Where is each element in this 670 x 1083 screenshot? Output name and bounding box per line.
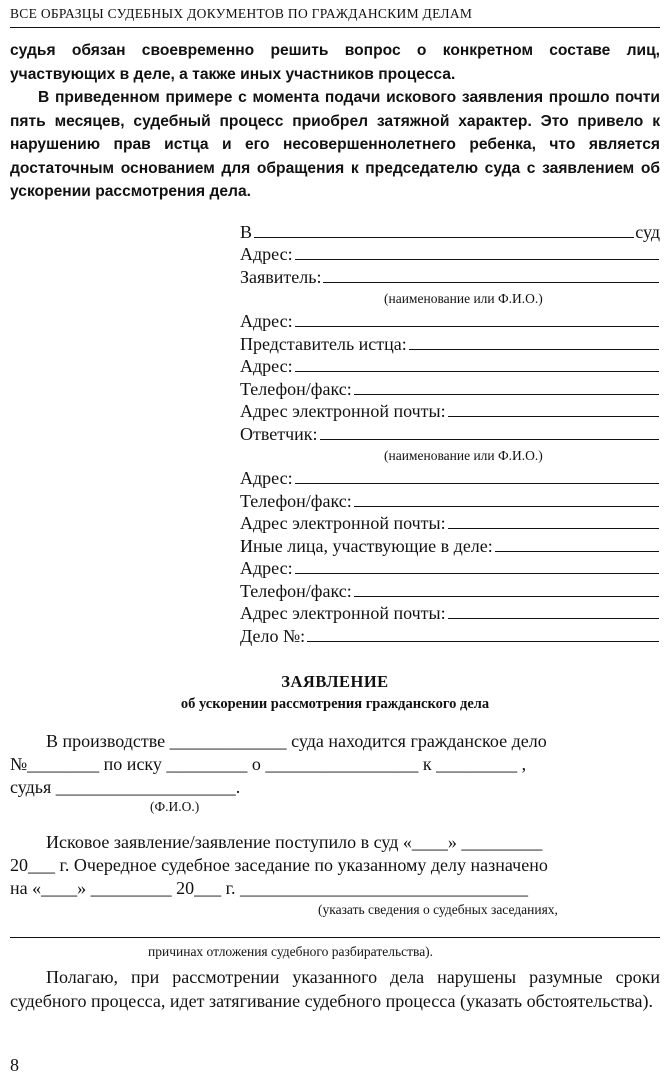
field-blank [409,348,659,350]
defendant-line [240,422,660,445]
field-blank [495,550,659,552]
other-parties-phone-line [240,579,660,602]
defendant-address-line [240,467,660,490]
field-blank [354,505,659,507]
field-blank [448,527,659,529]
court-address-line [240,243,660,266]
field-label: Телефон/факс: [240,490,352,511]
case-number-line [240,624,660,647]
document-subtitle: об ускорении рассмотрения гражданского дела [180,696,490,712]
body-final-paragraph: Полагаю, при рассмотрении указанного дела нарушены разумные сроки судебного процесса, идет затягивание судебного процесса (указать обстоятельства). [10,967,660,1011]
page-number: 8 [10,1055,19,1075]
field-blank [295,258,659,260]
applicant-name-note: (наименование или Ф.И.О.) [384,290,543,306]
other-parties-line [240,534,660,557]
court-prefix: В [240,221,253,242]
field-label: Телефон/факс: [240,378,352,399]
fio-note: (Ф.И.О.) [150,799,200,814]
body-line-4: Исковое заявление/заявление поступило в суд «____» _________ [46,832,543,852]
running-head-rule [10,27,660,28]
field-label: Адрес: [240,468,293,488]
body-line-6: на «____» _________ 20___ г. ________________________________ [10,878,528,898]
applicant-phone-line [240,377,660,400]
field-label: Адрес электронной почты: [240,513,446,533]
intro-paragraph-1: судья обязан своевременно решить вопрос о конкретном составе лиц, участвующих в деле, а также иных участников процесса. [10,42,660,83]
field-blank [295,325,659,327]
hearing-note-1: (указать сведения о судебных заседаниях, [318,902,558,917]
field-label: Иные лица, участвующие в деле: [240,535,493,556]
field-blank [295,482,659,484]
body-line-1: В производстве _____________ суда находится гражданское дело [46,731,547,751]
field-blank [320,438,659,440]
field-label: Дело №: [240,625,306,646]
hearing-info-rule [10,937,660,938]
field-label: Адрес электронной почты: [240,603,446,623]
running-head: ВСЕ ОБРАЗЦЫ СУДЕБНЫХ ДОКУМЕНТОВ ПО ГРАЖДАНСКИМ ДЕЛАМ [10,6,473,21]
representative-line [240,332,660,355]
field-label: Телефон/факс: [240,580,352,601]
representative-address-line [240,355,660,378]
field-blank [354,393,659,395]
applicant-address-line [240,310,660,333]
field-blank [295,572,659,574]
applicant-line [240,265,660,288]
field-blank [448,617,659,619]
court-suffix: суд [635,221,660,242]
field-label: Адрес: [240,244,293,264]
addressee-block [240,220,660,647]
intro-paragraph-2: В приведенном примере с момента подачи искового заявления прошло почти пять месяцев, судебный процесс приобрел затяжной характер. Это привело к нарушению прав истца и его несовершеннолетнего ребенка, что является достаточным основанием для обращения к председателю суда с заявлением об ускорении рассмотрения дела. [10,89,660,200]
other-parties-email-line [240,602,660,625]
intro-text [10,39,660,204]
body-line-3: судья ____________________. [10,777,241,797]
field-label: Адрес: [240,356,293,376]
field-blank [354,595,659,597]
defendant-phone-line [240,489,660,512]
field-label: Представитель истца: [240,333,407,354]
field-label: Адрес: [240,558,293,578]
body-line-2: №________ по иску _________ о _________________ к _________ , [10,754,527,774]
field-label: Ответчик: [240,423,318,444]
defendant-email-line [240,512,660,535]
other-parties-address-line [240,557,660,580]
field-blank [307,640,659,642]
body-line-5: 20___ г. Очередное судебное заседание по указанному делу назначено [10,855,548,875]
field-label: Адрес электронной почты: [240,401,446,421]
court-blank [254,236,634,238]
field-blank [448,415,659,417]
defendant-name-note: (наименование или Ф.И.О.) [384,447,543,463]
field-blank [323,281,659,283]
hearing-note-2: причинах отложения судебного разбирательства). [148,944,434,959]
court-line [240,220,660,243]
document-title: ЗАЯВЛЕНИЕ [281,672,389,691]
field-blank [295,370,659,372]
field-label: Заявитель: [240,266,322,287]
applicant-email-line [240,400,660,423]
field-label: Адрес: [240,311,293,331]
